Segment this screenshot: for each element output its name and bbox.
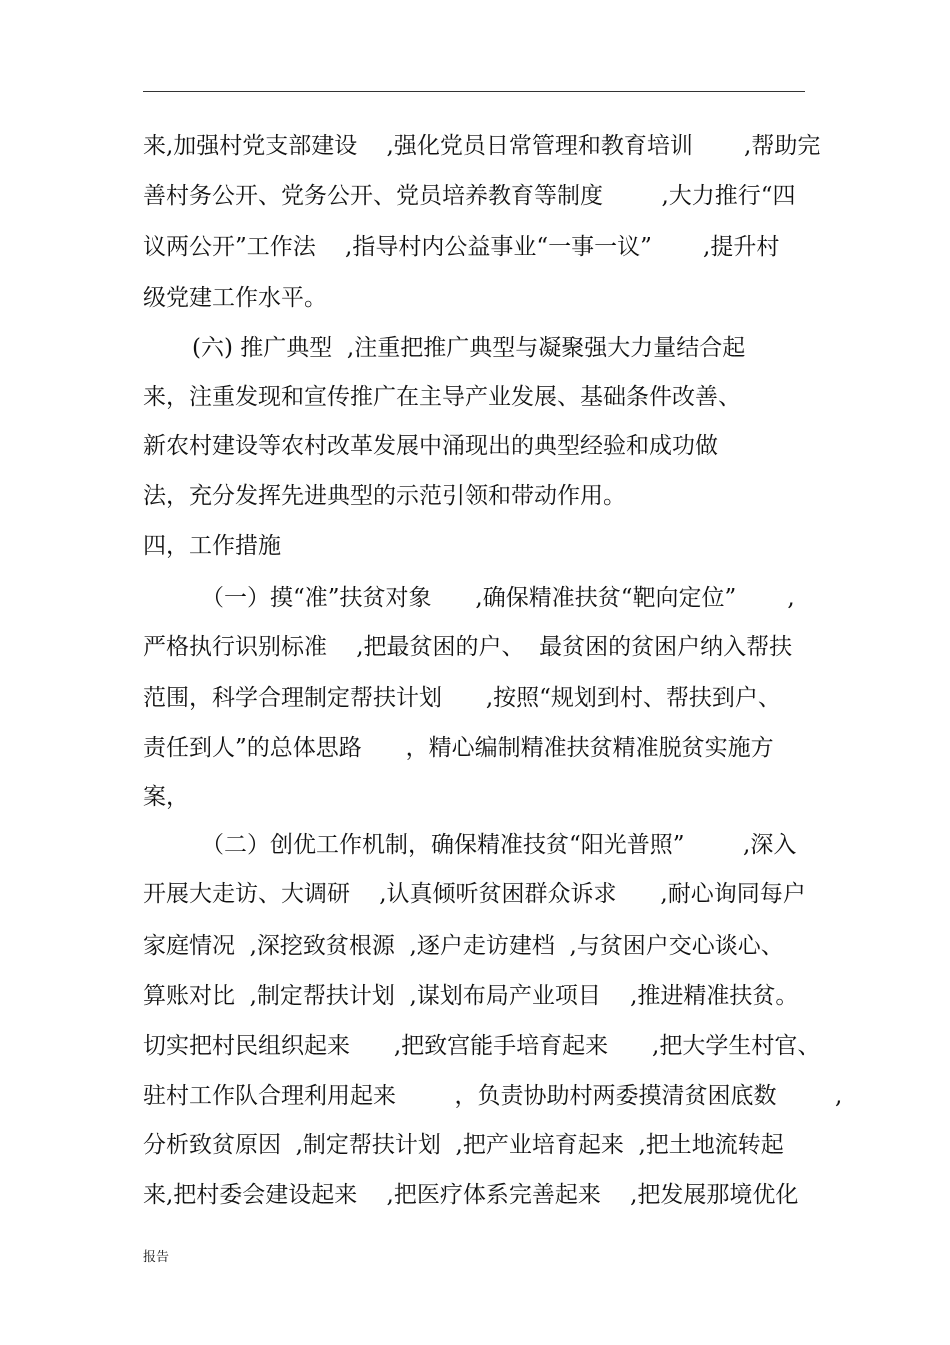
text-line: (六) 推广典型 ,注重把推广典型与凝聚强大力量结合起 — [192, 335, 746, 361]
page-footer: 报告 — [143, 1250, 170, 1265]
text-line: 分析致贫原因 ,制定帮扶计划 ,把产业培育起来 ,把土地流转起 — [143, 1132, 784, 1158]
text-line: 严格执行识别标准 ,把最贫困的户、 最贫困的贫困户纳入帮扶 — [143, 634, 793, 660]
text-line: 法，充分发挥先进典型的示范引领和带动作用。 — [143, 483, 626, 509]
text-line: 范围，科学合理制定帮扶计划 ,按照“规划到村、帮扶到户、 — [143, 685, 781, 711]
text-line: 善村务公开、党务公开、党员培养教育等制度 ,大力推行“四 — [143, 183, 796, 209]
text-line: 驻村工作队合理利用起来 ，负责协助村两委摸清贫困底数 , — [143, 1083, 843, 1109]
text-line: 议两公开”工作法 ,指导村内公益事业“一事一议” ,提升村 — [143, 234, 780, 260]
text-line: （二）创优工作机制，确保精准技贫“阳光普照” ,深入 — [201, 832, 797, 858]
text-line: 责任到人”的总体思路 ，精心编制精准扶贫精准脱贫实施方 — [143, 735, 774, 761]
text-line: 来,把村委会建设起来 ,把医疗体系完善起来 ,把发展那境优化 — [143, 1182, 799, 1208]
header-rule — [143, 91, 805, 92]
text-line: 新农村建设等农村改革发展中涌现出的典型经验和成功做 — [143, 433, 718, 459]
text-line: 家庭情况 ,深挖致贫根源 ,逐户走访建档 ,与贫困户交心谈心、 — [143, 933, 784, 959]
text-line: 切实把村民组织起来 ,把致宫能手培育起来 ,把大学生村官、 — [143, 1033, 821, 1059]
text-line: 来，注重发现和宣传推广在主导产业发展、基础条件改善、 — [143, 384, 741, 410]
text-line: 开展大走访、大调研 ,认真倾听贫困群众诉求 ,耐心询同每户 — [143, 881, 806, 907]
text-line: （一）摸“准”扶贫对象 ,确保精准扶贫“靶向定位” , — [201, 585, 795, 611]
section-heading: 四，工作措施 — [143, 533, 281, 559]
text-line: 算账对比 ,制定帮扶计划 ,谋划布局产业项目 ,推进精准扶贫。 — [143, 983, 799, 1009]
text-line: 级党建工作水平。 — [143, 285, 327, 311]
text-line: 来,加强村党支部建设 ,强化党员日常管理和教育培训 ,帮助完 — [143, 133, 821, 159]
text-line: 案， — [143, 784, 189, 810]
